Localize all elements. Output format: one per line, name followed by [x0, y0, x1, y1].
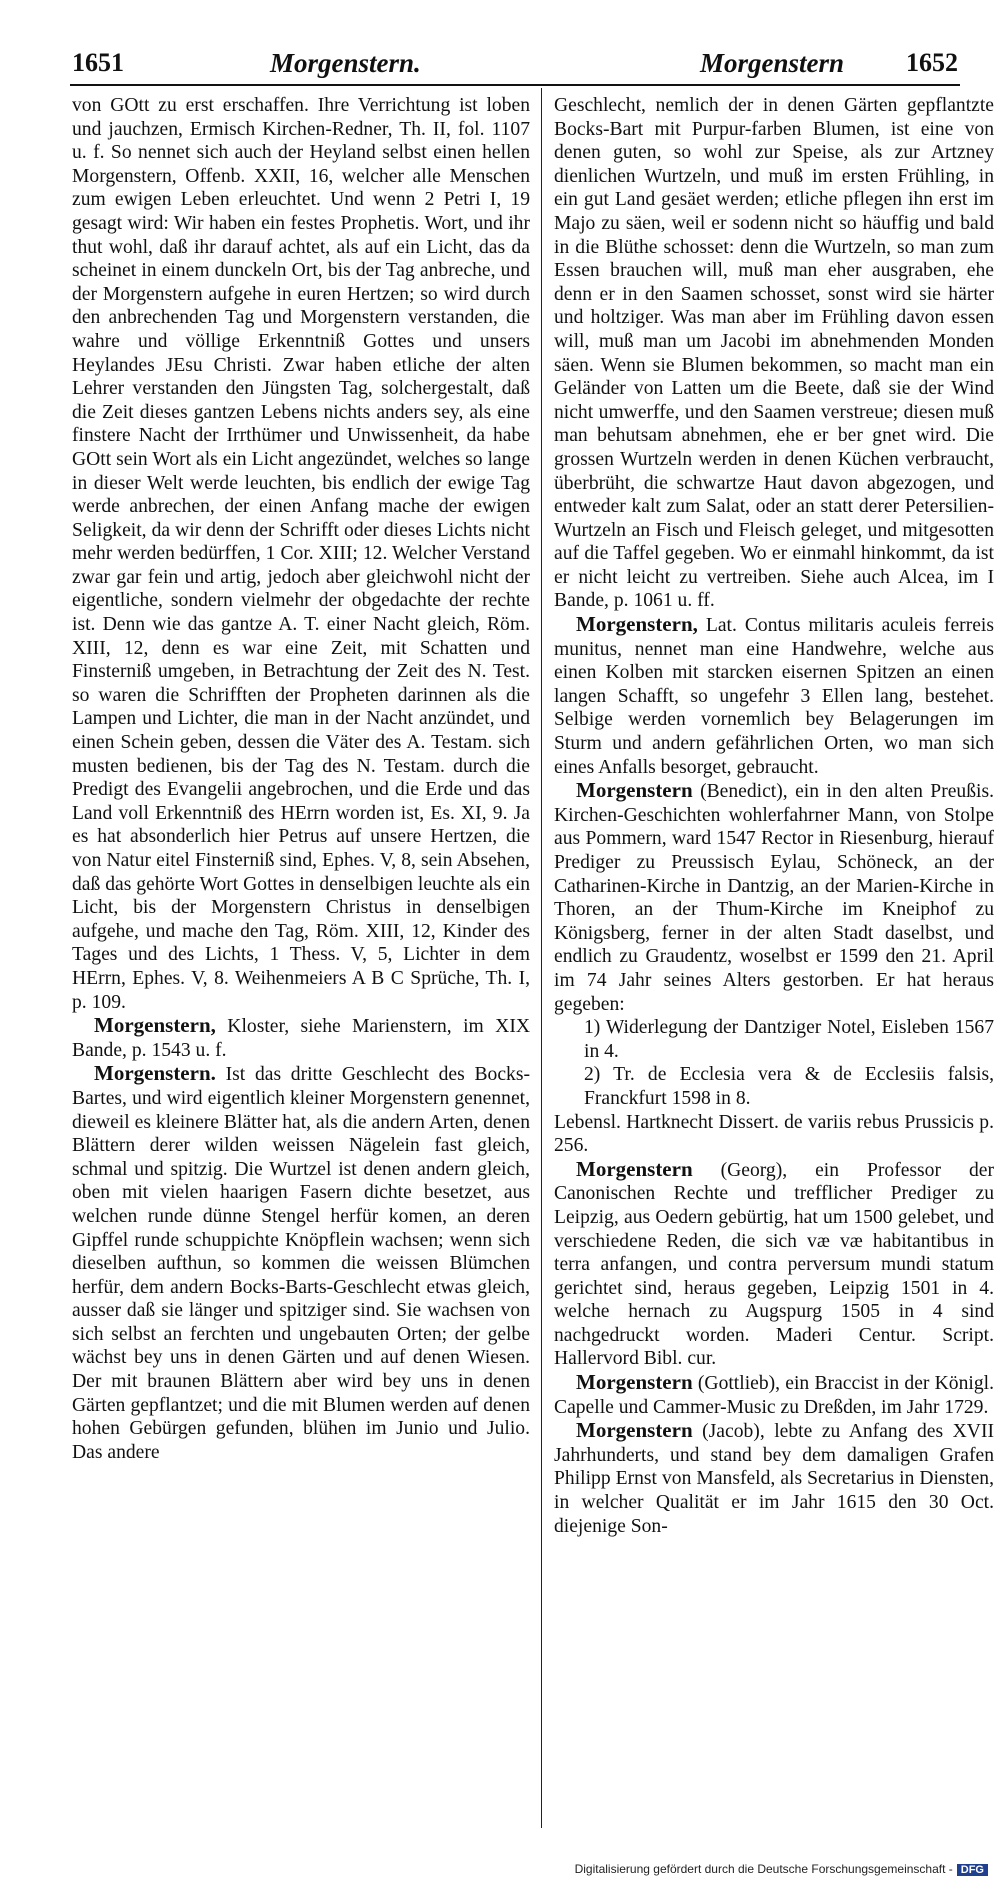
entry-text: (Jacob), lebte zu Anfang des XVII Jahrhunderts, und stand bey dem damaligen Grafen Philipp Ernst von Mansfeld, als Secretarius in Diensten, in welcher Qualität er im Jahr 1615 den 30 Oct. diejenige Son-	[554, 1421, 994, 1537]
entry-headword: Morgenstern	[576, 1156, 693, 1181]
entry-text: Ist das dritte Geschlecht des Bocks-Bartes, und wird eigentlich kleiner Morgenstern genennet, dieweil es kleinere Blätter hat, als die andern Arten, denen Blättern derer wilden weissen Nägelein fast gleich, schmal und spitzig. Die Wurtzel ist denen andern gleich, oben mit vielen haarigen Fasern dichte besetzet, aus welchen runde dünne Stengel herfür komen, an deren Gipffel runde schuppichte Knöpflein wachsen; wenn sich dieselben aufthun, so kommen die weissen Blümchen herfür, dem andern Bocks-Barts-Geschlecht etwas gleich, ausser daß sie länger und spitziger sind. Sie wachsen von sich selbst an ferchten und ungebauten Orten; der gelbe wächst bey uns in denen Gärten und auf denen Wiesen. Der mit braunen Blättern aber wird bey uns in denen Gärten gepflantzet; und die mit Blumen werden auf denen hohen Gebürgen gefunden, blühen im Junio und Julio. Das andere	[72, 1064, 530, 1463]
dfg-logo: DFG	[957, 1864, 988, 1876]
right-entry-jacob	[554, 1419, 994, 1538]
entry-text: (Benedict), ein in den alten Preußis. Kirchen-Geschichten wohlerfahrner Mann, von Stolpe aus Pommern, ward 1547 Rector in Riesenburg, hierauf Prediger zu Preussisch Eylau, Schöneck, an der Catharinen-Kirche in Dantzig, an der Marien-Kirche in Thoren, an der Thum-Kirche im Kneiphof zu Königsberg, ferner in der alten Stadt daselbst, und endlich zu Graudentz, woselbst er 1599 den 21. April im 74 Jahr seines Alters gestorben. Er hat heraus gegeben:	[554, 781, 994, 1015]
entry-text: Lat. Contus militaris aculeis ferreis munitus, nennet man eine Handwehre, welche aus einen Kolben mit starcken eisernen Spitzen an einen langen Schafft, so ungefehr 3 Ellen lang, bestehet. Selbige werden vornemlich bey Belagerungen im Sturm und andern gefährlichen Orten, wo man sich eines Anfalls besorget, gebraucht.	[554, 615, 994, 778]
page-header	[70, 40, 960, 86]
left-column	[72, 94, 530, 1819]
page-number-right: 1652	[906, 48, 958, 77]
page-number-left: 1651	[72, 48, 124, 77]
entry-headword: Morgenstern.	[94, 1061, 216, 1086]
list-item: 1) Widerlegung der Dantziger Notel, Eisleben 1567 in 4.	[584, 1017, 994, 1062]
column-divider	[541, 88, 542, 1828]
footer-text: Digitalisierung gefördert durch die Deutsche Forschungsgemeinschaft -	[574, 1862, 953, 1876]
entry-headword: Morgenstern,	[576, 612, 698, 637]
right-entry-georg	[554, 1158, 994, 1371]
catchword-right: Morgenstern	[700, 48, 845, 78]
entry-text: (Georg), ein Professor der Canonischen Rechte und trefflicher Prediger zu Leipzig, aus Oedern gebürtig, hat um 1500 gelebet, und verschiedene Reden, die sich væ væ habitantibus in terra anfangen, und contra perversum mundi statum gerichtet sind, heraus gegeben, Leipzig 1501 in 4. welche hernach zu Augspurg 1505 in 4 sind nachgedruckt worden. Maderi Centur. Script. Hallervord Bibl. cur.	[554, 1159, 994, 1370]
right-entry-benedict	[554, 779, 994, 1016]
digitization-footer	[575, 1862, 988, 1876]
left-entry-plant	[72, 1062, 530, 1464]
right-entry-gottlieb	[554, 1371, 994, 1419]
left-entry-kloster	[72, 1014, 530, 1062]
entry-text: Kloster, siehe Marienstern, im XIX Bande, p. 1543 u. f.	[72, 1016, 530, 1061]
right-column	[554, 94, 994, 1819]
list-item: 2) Tr. de Ecclesia vera & de Ecclesiis falsis, Franckfurt 1598 in 8.	[584, 1064, 994, 1109]
right-entry-weapon	[554, 613, 994, 779]
left-paragraph-1: von GOtt zu erst erschaffen. Ihre Verrichtung ist loben und jauchzen, Ermisch Kirchen-Redner, Th. II, fol. 1107 u. f. So nennet sich auch der Heyland selbst einen hellen Morgenstern, Offenb. XXII, 16, welcher alle Menschen zum ewigen Leben erleuchtet. Und wenn 2 Petri I, 19 gesagt wird: Wir haben ein festes Prophetis. Wort, und ihr thut wohl, daß ihr darauf achtet, als auf ein Licht, das da scheinet in einem dunckeln Ort, bis der Tag anbreche, und der Morgenstern aufgehe in euren Hertzen; so wird durch den anbrechenden Tag und Morgenstern verstanden, die wahre und völlige Erkenntniß Gottes und unsers Heylandes JEsu Christi. Zwar haben etliche der alten Lehrer verstanden den Jüngsten Tag, solchergestalt, daß die Zeit dieses gantzen Lebens nichts anders sey, als eine finstere Nacht der Irrthümer und Unwissenheit, da habe GOtt sein Wort als ein Licht angezündet, welches so lange in dieser Welt werde leuchten, bis endlich der ewige Tag werde anbrechen, der einen Anfang mache der ewigen Seligkeit, da wir denn der Schrifft oder dieses Lichts nicht mehr werden bedürffen, 1 Cor. XIII; 12. Welcher Verstand zwar gar fein und artig, jedoch aber gleichwohl nicht der eigentliche, sondern vielmehr der obgedachte der rechte ist. Denn wie das gantze A. T. einer Nacht gleich, Röm. XIII, 12, denn es war eine Zeit, mit Schatten und Finsterniß umgeben, in Betrachtung der Zeit des N. Test. so waren die Schrifften der Propheten darinnen als die Lampen und Lichter, die man in der Nacht anzündet, und einen Schein geben, dessen die Väter des A. Testam. sich musten bedienen, bis der Tag des N. Testam. durch die Predigt des Evangelii angebrochen, und die Erde und das Land voll Erkenntniß des HErrn worden ist, Es. XI, 9. Ja es hat absonderlich hier Petrus auf unsere Hertzen, die von Natur eitel Finsterniß sind, Ephes. V, 8, sein Absehen, daß das gehörte Wort Gottes in denselbigen leuchte als ein Licht, bis der Morgenstern Christus in denselbigen aufgehe, und mache den Tag, Röm. XIII, 12, Kinder des Tages und des Lichts, 1 Thess. V, 5, Lichter in dem HErrn, Ephes. V, 8. Weihenmeiers A B C Sprüche, Th. I, p. 109.	[72, 95, 530, 1013]
right-paragraph-1: Geschlecht, nemlich der in denen Gärten gepflantzte Bocks-Bart mit Purpur-farben Blumen, ist eine von denen guten, so wohl zur Speise, als zur Artzney dienlichen Wurtzeln, und muß im ersten Frühling, in ein gut Land gesäet werden; etliche pflegen ihn erst im Majo zu säen, weil er sodenn nicht so häuffig und bald in die Blüthe schosset: denn die Wurtzeln, so man zum Essen brauchen will, muß man eher ausgraben, ehe denn er in den Saamen schosset, sonst wird sie härter und holtziger. Was man aber im Frühling davon essen will, muß man um Jacobi im abnehmenden Monden säen. Wenn sie Blumen bekommen, so macht man ein Geländer von Latten um die Beete, daß sie der Wind nicht umwerffe, und den Saamen verstreue; diesen muß man behutsam abnehmen, ehe er ber gnet wird. Die grossen Wurtzeln werden in denen Küchen verbraucht, überbrüht, die schwartze Haut davon abgezogen, und entweder kalt zum Salat, oder an statt derer Petersilien-Wurtzeln an Fisch und Fleisch geleget, und mitgesotten auf die Taffel gegeben. Wo er einmahl hinkommt, da ist er nicht leicht zu vertreiben. Siehe auch Alcea, im I Bande, p. 1061 u. ff.	[554, 95, 994, 612]
entry-headword: Morgenstern,	[94, 1013, 216, 1038]
entry-text: (Gottlieb), ein Braccist in der Königl. Capelle und Cammer-Music zu Dreßden, im Jahr 1729.	[554, 1373, 994, 1418]
entry-headword: Morgenstern	[576, 1370, 693, 1395]
works-list	[554, 1016, 994, 1110]
catchword-left: Morgenstern.	[270, 48, 421, 78]
right-reference: Lebensl. Hartknecht Dissert. de variis rebus Prussicis p. 256.	[554, 1111, 994, 1157]
entry-headword: Morgenstern	[576, 1418, 693, 1443]
entry-headword: Morgenstern	[576, 778, 693, 803]
